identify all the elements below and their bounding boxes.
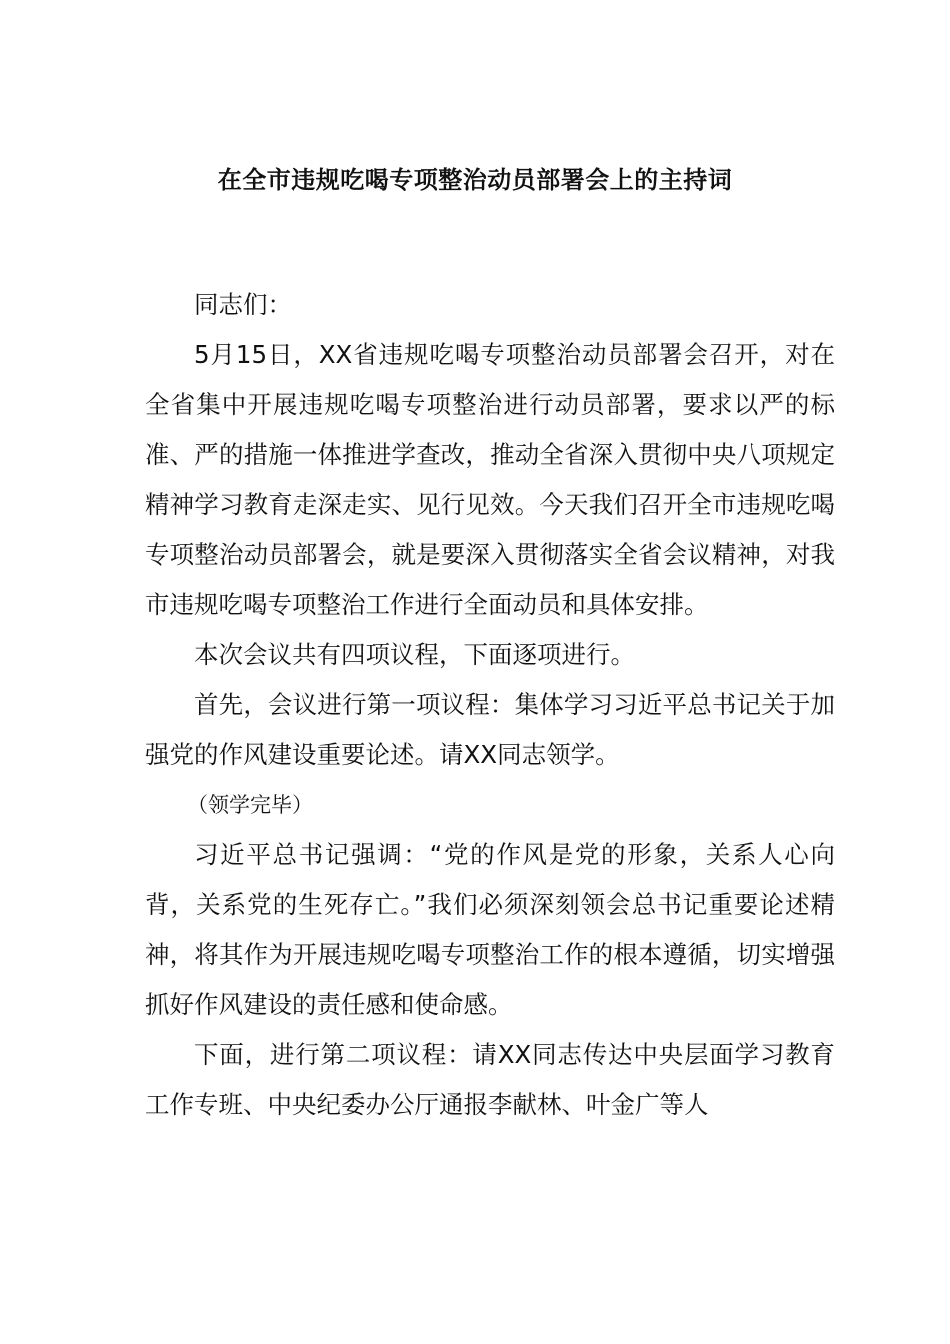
stage-note: （领学完毕） bbox=[187, 793, 313, 817]
body-paragraph: 习近平总书记强调：“党的作风是党的形象，关系人心向背，关系党的生死存亡。”我们必须深刻领会总书记重要论述精神，将其作为开展违规吃喝专项整治工作的根本遵循，切实增强抓好作风建设的责任感和使命感。 bbox=[145, 840, 835, 1019]
body-paragraph: 本次会议共有四项议程，下面逐项进行。 bbox=[194, 640, 635, 669]
salutation-paragraph: 同志们： bbox=[194, 290, 292, 319]
document-title: 在全市违规吃喝专项整治动员部署会上的主持词 bbox=[217, 166, 733, 194]
body-paragraph: 下面，进行第二项议程：请XX同志传达中央层面学习教育工作专班、中央纪委办公厅通报李献林、叶金广等人 bbox=[145, 1040, 835, 1119]
body-paragraph: 首先，会议进行第一项议程：集体学习习近平总书记关于加强党的作风建设重要论述。请XX同志领学。 bbox=[145, 690, 835, 769]
body-paragraph: 5月15日，XX省违规吃喝专项整治动员部署会召开，对在全省集中开展违规吃喝专项整治进行动员部署，要求以严的标准、严的措施一体推进学查改，推动全省深入贯彻中央八项规定精神学习教育走深走实、见行见效。今天我们召开全市违规吃喝专项整治动员部署会，就是要深入贯彻落实全省会议精神，对我市违规吃喝专项整治工作进行全面动员和具体安排。 bbox=[145, 340, 835, 619]
document-body bbox=[145, 280, 835, 1130]
